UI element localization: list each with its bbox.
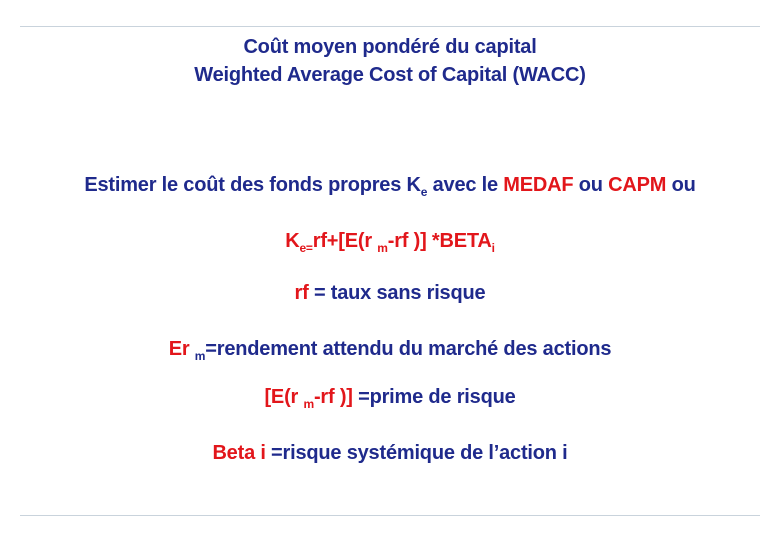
er-text: =rendement attendu du marché des actions <box>205 338 612 360</box>
intro-text: Estimer le coût des fonds propres K <box>84 174 421 196</box>
rf-text: = taux sans risque <box>308 282 486 304</box>
intro-ou-1: ou <box>573 174 609 196</box>
intro-text-mid: avec le <box>427 174 504 196</box>
rf-term: rf <box>294 282 309 304</box>
beta-text: =risque systémique de l’action i <box>265 442 568 464</box>
prime-definition <box>0 386 780 411</box>
prime-subscript-m: m <box>303 397 314 411</box>
formula-part-2: -rf )] *BETA <box>387 230 492 252</box>
rf-definition <box>0 282 780 305</box>
capm-term: CAPM <box>608 174 667 196</box>
er-term: Er <box>168 338 195 360</box>
intro-subscript-e: e <box>420 185 428 199</box>
prime-text: =prime de risque <box>352 386 516 408</box>
formula-subscript-i: i <box>491 241 495 255</box>
medaf-term: MEDAF <box>503 174 574 196</box>
formula-k: K <box>285 230 300 252</box>
intro-ou-2: ou <box>666 174 696 196</box>
top-divider <box>20 26 760 27</box>
formula-part-1: rf+[E(r <box>312 230 378 252</box>
capm-formula <box>0 230 780 255</box>
er-definition <box>0 338 780 363</box>
er-subscript-m: m <box>194 349 206 363</box>
bottom-divider <box>20 515 760 516</box>
beta-definition <box>0 442 780 465</box>
formula-subscript-m: m <box>377 241 388 255</box>
slide-title-en: Weighted Average Cost of Capital (WACC) <box>194 64 586 86</box>
prime-term-1: [E(r <box>264 386 304 408</box>
prime-term-2: -rf )] <box>313 386 353 408</box>
slide-title-fr: Coût moyen pondéré du capital <box>243 36 537 58</box>
beta-term: Beta i <box>212 442 266 464</box>
intro-line <box>0 174 780 199</box>
formula-subscript-e: e= <box>299 241 313 255</box>
